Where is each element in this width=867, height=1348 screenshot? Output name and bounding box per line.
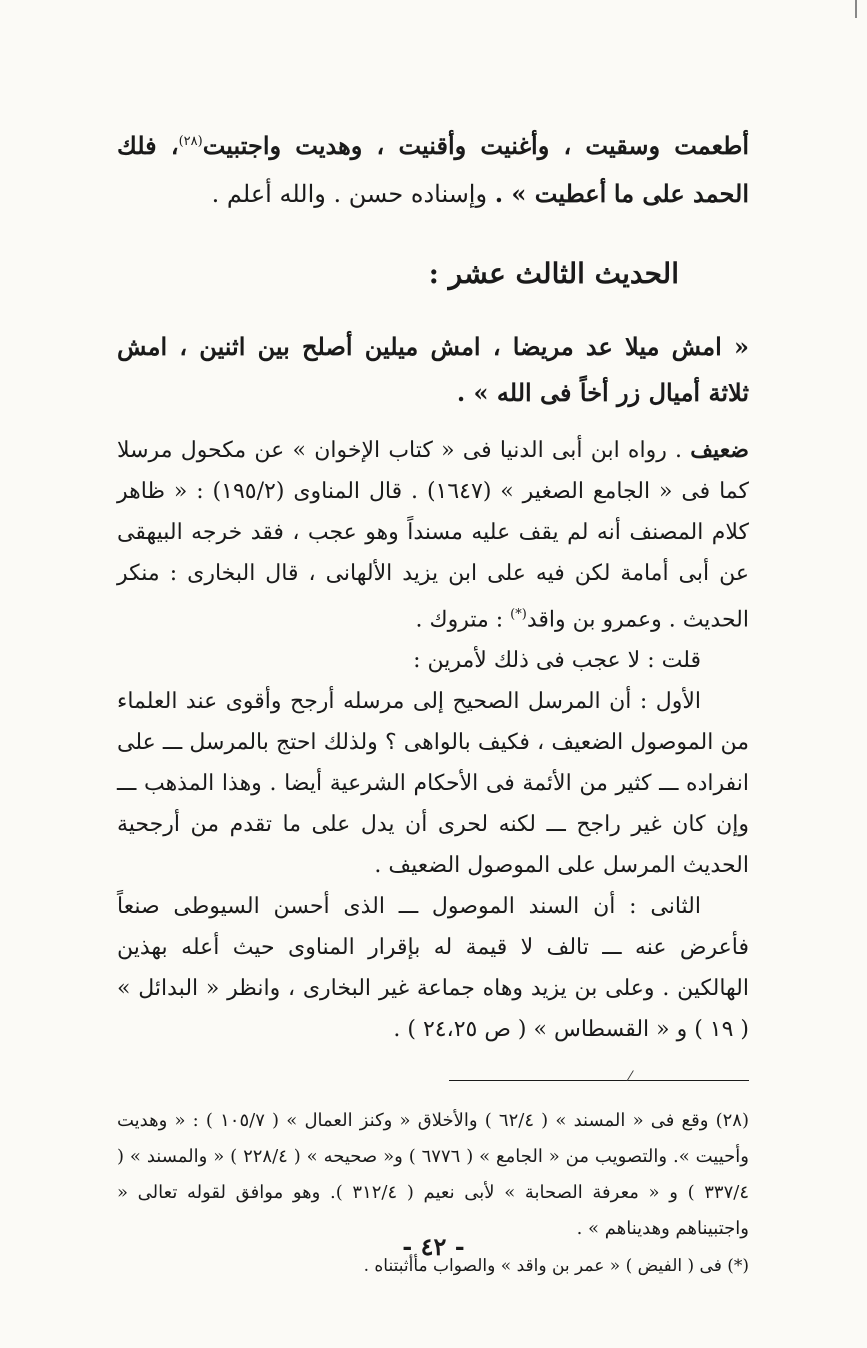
qultu-line: قلت : لا عجب فى ذلك لأمرين : [413, 648, 701, 674]
first-reason: الأول : أن المرسل الصحيح إلى مرسله أرجح وأقوى عند العلماء من الموصول الضعيف ، فكيف بالواهى ؟ ولذلك احتج بالمرسل ـــ على انفراده ـــ كثير من الأئمة فى الأحكام الشرعية أيضا . وهذا المذهب ـــ وإن كان غير راجح ـــ لكنه لحرى أن يدل على ما تقدم من أرجحية الحديث المرسل على الموصول الضعيف . [117, 689, 749, 879]
page-content [117, 118, 749, 1283]
opening-line2-bold: أعطيت » . [494, 179, 607, 208]
opening-paragraph [117, 118, 749, 218]
section-heading: الحديث الثالث عشر : [428, 257, 679, 290]
footnote-divider [449, 1069, 749, 1086]
opening-line2-rest: وإسناده حسن . والله أعلم . [211, 180, 495, 208]
divider-mark: ⁄ [629, 1069, 632, 1086]
opening-line1: أطعمت وسقيت ، وأغنيت وأقنيت ، وهديت واجتبيت [202, 131, 749, 160]
footnote-ref-star[interactable]: (*) [510, 607, 527, 622]
grading-paragraph [117, 430, 749, 640]
footnote-28: (٢٨) وقع فى « المسند » ( ٦٢/٤ ) والأخلاق « وكنز العمال » ( ١٠٥/٧ ) : « وهديت وأحييت ». والتصويب من « الجامع » ( ٦٧٧٦ ) و« صحيحه » ( ٢٢٨/٤ ) « والمسند » ( ٣٣٧/٤ ) و « معرفة الصحابة » لأبى نعيم ( ٣١٢/٤ ). وهو موافق لقوله تعالى « واجتبيناهم وهديناهم » . [117, 1110, 749, 1240]
footnote-star: (*) فى ( الفيض ) « عمر بن واقد » والصواب مأأثبتناه . [363, 1256, 749, 1277]
grading-text-1: . رواه ابن أبى الدنيا فى « كتاب الإخوان » عن مكحول مرسلا كما فى « الجامع الصغير » (١٦٤٧) . قال المناوى (١٩٥/٢) : « ظاهر كلام المصنف أنه لم يقف عليه مسنداً وهو عجب ، فقد خرجه البيهقى عن أبى أمامة لكن فيه على ابن يزيد الألهانى ، قال البخارى : منكر الحديث . وعمرو بن واقد [117, 438, 750, 633]
grading-label: ضعيف [690, 437, 749, 463]
grading-text-2: : متروك . [415, 607, 511, 633]
opening-line1-end: ، فلك الحمد على ما [117, 131, 749, 208]
page-number: - ٤٢ - [402, 1232, 465, 1261]
second-reason: الثانى : أن السند الموصول ـــ الذى أحسن السيوطى صنعاً فأعرض عنه ـــ تالف لا قيمة له بإقرار المناوى حيث أعله بهذين الهالكين . وعلى بن يزيد وهاه جماعة غير البخارى ، وانظر « البدائل » ( ١٩ ) و « القسطاس » ( ص ٢٤،٢٥ ) . [117, 894, 749, 1043]
footnote-ref-28[interactable]: (٢٨) [178, 134, 203, 149]
hadith-text: « امش ميلا عد مريضا ، امش ميلين أصلح بين اثنين ، امش ثلاثة أميال زر أخاً فى الله » . [117, 332, 749, 407]
page-edge-mark [855, 0, 857, 18]
